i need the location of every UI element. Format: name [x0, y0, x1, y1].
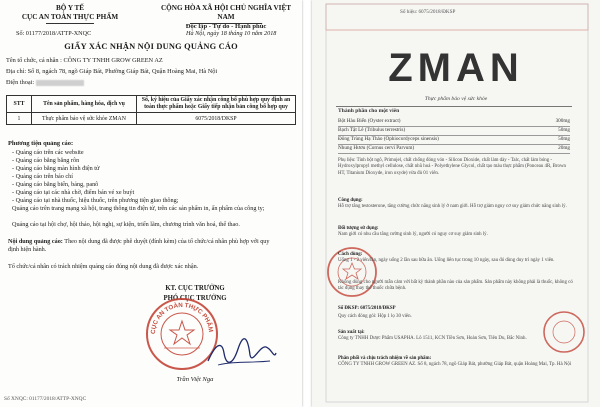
ministry-name: BỘ Y TẾ	[55, 4, 85, 12]
dosage-text: Uống 1 - 2 viên/lần, ngày uống 2 lần sau bữa ăn. Uống liên tục trong 10 ngày, sau đó dùng duy trì ngày 1 viên.	[338, 258, 555, 264]
republic-name: CỘNG HÒA XÃ HỘI CHỦ NGHĨA VIỆT NAM	[160, 4, 292, 21]
signer-name: Trần Việt Nga	[176, 376, 214, 383]
target-title: Đối tượng sử dụng:	[338, 226, 379, 231]
methods-extra: Quảng cáo trên trang mạng xã hội, trang thông tin điện tử, trên các sản phẩm in, ấn phẩm của công ty;	[12, 205, 265, 212]
excipients-text: Phụ liệu: Tinh bột ngô, Primojel, chất chống đóng vón - Silicon Dioxide, chất làm dày - Talc, chất làm bóng - Hydroxylpropyl methyl cellulose, chất nhũ hoá - Polyethylene Glycol, chất tạo màu thực phẩm (Ponceau 4R, Brown HT, Titanium Dioxyde, iron oxyde) vừa đủ 01 viên.	[338, 158, 566, 176]
brand-logo: ZMAN	[388, 46, 524, 90]
phone-line	[6, 79, 84, 86]
row-product: Thực phẩm bảo vệ sức khỏe ZMAN	[32, 113, 137, 125]
composition-title: Thành phần cho một viên	[338, 108, 400, 114]
content-paragraph	[8, 238, 280, 254]
department-name: CỤC AN TOÀN THỰC PHẨM	[21, 13, 119, 21]
organization-name: Tên tổ chức, cá nhân : CÔNG TY TNHH GROW GREEN AZ	[6, 57, 163, 64]
sign-title-kt: KT. CỤC TRƯỞNG	[165, 285, 225, 292]
dosage-title: Cách dùng:	[338, 252, 363, 257]
table-row	[7, 113, 296, 125]
signature-icon	[204, 335, 280, 371]
methods-title: Phương tiện quảng cáo:	[8, 140, 74, 147]
footer-number: Số XNQC: 01177/2018/ATTP-XNQC	[4, 396, 87, 402]
national-motto: Độc lập - Tự do - Hạnh phúc	[185, 23, 267, 30]
national-header	[152, 4, 300, 31]
target-text: Nam giới có nhu cầu tăng cường sinh lý, người có nguy cơ suy giảm sinh lý.	[338, 232, 488, 238]
divider	[336, 106, 572, 107]
reg-label: Số ĐKSP: 6075/2018/ĐKSP	[338, 306, 396, 311]
dosage-block	[338, 252, 574, 265]
label-attachment-page	[312, 0, 600, 407]
col-certificate: Số, ký hiệu của Giấy xác nhận công bố phù hợp quy định an toàn thực phẩm hoặc Giấy tiếp nhận bản công bố hợp quy	[137, 96, 296, 113]
usage-title: Công dụng:	[338, 198, 363, 203]
packing-spec: Quy cách đóng gói: Hộp 1 lọ 30 viên.	[338, 314, 412, 319]
usage-text: Hỗ trợ tăng testosterone, tăng cường chức năng sinh lý ở nam giới. Hỗ trợ giảm nguy cơ suy giảm chức năng sinh lý.	[338, 204, 567, 210]
ingredient-amount: 300mg	[555, 118, 570, 124]
ingredient-amount: 20mg	[558, 145, 570, 151]
distributor-block	[338, 356, 574, 369]
ingredient-amount: 50mg	[558, 136, 570, 142]
registration-number	[338, 306, 574, 312]
responsibility-text: Tổ chức/cá nhân có trách nhiệm quảng cáo đúng nội dung đã được xác nhận.	[8, 263, 199, 270]
seal-text: CỤC AN TOÀN THỰC PHẨM	[149, 301, 214, 335]
ingredient-row	[338, 127, 570, 136]
ingredient-amount: 50mg	[558, 127, 570, 133]
method-item: - Quảng cáo tại các nhà chờ, điểm bán vé xe buýt	[12, 189, 135, 196]
label-number: Số hiệu: 6075/2018/ĐKSP	[400, 9, 456, 15]
method-item: - Quảng cáo bằng băng rôn	[12, 157, 80, 164]
redacted-phone	[36, 80, 84, 86]
manufacturer-block	[338, 330, 574, 343]
header-rule-right	[190, 23, 262, 24]
ingredient-row	[338, 118, 570, 127]
col-stt: STT	[7, 96, 32, 113]
header-rule-left	[46, 23, 94, 24]
method-item: - Quảng cáo tại nhà thuốc, hiệu thuốc, trên phương tiện giao thông;	[12, 197, 179, 204]
warning-text: Không dùng cho người mẫn cảm với bất kỳ thành phần nào của sản phẩm. Sản phẩm này không phải là thuốc, không có tác dụng thay thế thuốc chữa bệnh.	[338, 280, 573, 292]
issue-date: Hà Nội, ngày 18 tháng 10 năm 2018	[186, 30, 277, 37]
distributor-title: Phân phối và chịu trách nhiệm về sản phẩm:	[338, 356, 432, 361]
registration-table	[6, 95, 296, 125]
row-stt: 1	[7, 113, 32, 125]
organization-address: Địa chỉ: Số 8, ngách 78, ngõ Giáp Bát, Phường Giáp Bát, Quận Hoàng Mai, Hà Nội	[6, 68, 218, 75]
document-title: GIẤY XÁC NHẬN NỘI DUNG QUẢNG CÁO	[64, 42, 238, 51]
ingredient-name: Nhung Hươu (Cornus cervi Parvum)	[338, 145, 415, 151]
phone-label: Điện thoại:	[6, 79, 35, 86]
ingredient-row	[338, 136, 570, 145]
method-item: - Quảng cáo bằng biển, bảng, panô	[12, 181, 99, 188]
method-item: - Quảng cáo bằng màn hình điện tử	[12, 165, 100, 172]
ingredient-name: Đông Trùng Hạ Thảo (Ophiocordyceps sinensis)	[338, 136, 439, 142]
issuer-header	[6, 4, 134, 22]
target-block	[338, 226, 574, 239]
ingredient-row	[338, 145, 570, 154]
ingredient-name: Bạch Tật Lê (Tribulus terrestris)	[338, 127, 406, 133]
manufacturer-text: Công ty TNHH Dược Phẩm USAPHA. Lô 1511, KCN Tiền Sơn, Hoàn Sơn, Tiên Du, Bắc Ninh.	[338, 336, 527, 342]
methods-extra-2: Quảng cáo tại hội chợ, hội thảo, hội nghị, sự kiện, triển lãm, chương trình văn hoá, thể thao.	[12, 221, 240, 228]
distributor-text: CÔNG TY TNHH GROW GREEN AZ. Số 8, ngách 78, ngõ Giáp Bát, phường Giáp Bát, quận Hoàng Mai, Tp. Hà Nội	[338, 362, 572, 368]
sign-title-pho: PHÓ CỤC TRƯỞNG	[163, 295, 227, 302]
col-product: Tên sản phẩm, hàng hóa, dịch vụ	[32, 96, 137, 113]
product-subtitle: Thực phẩm bảo vệ sức khỏe	[424, 96, 488, 102]
document-number: Số: 01177/2018/ATTP-XNQC	[16, 30, 92, 37]
usage-block	[338, 198, 574, 211]
content-text: Theo nội dung đã được phê duyệt (đính kèm) của tổ chức/cá nhân phù hợp với quy định hiện hành.	[8, 238, 270, 254]
method-item: - Quảng cáo trên các website	[12, 149, 84, 156]
method-item: - Quảng cáo trên báo chí	[12, 173, 73, 180]
ingredient-name: Bột Hàu Biển (Oyster extract)	[338, 118, 401, 124]
manufacturer-title: Sản xuất tại:	[338, 330, 365, 335]
row-certificate: 6075/2018/DKSP	[137, 113, 296, 125]
content-label: Nội dung quảng cáo:	[8, 238, 63, 245]
